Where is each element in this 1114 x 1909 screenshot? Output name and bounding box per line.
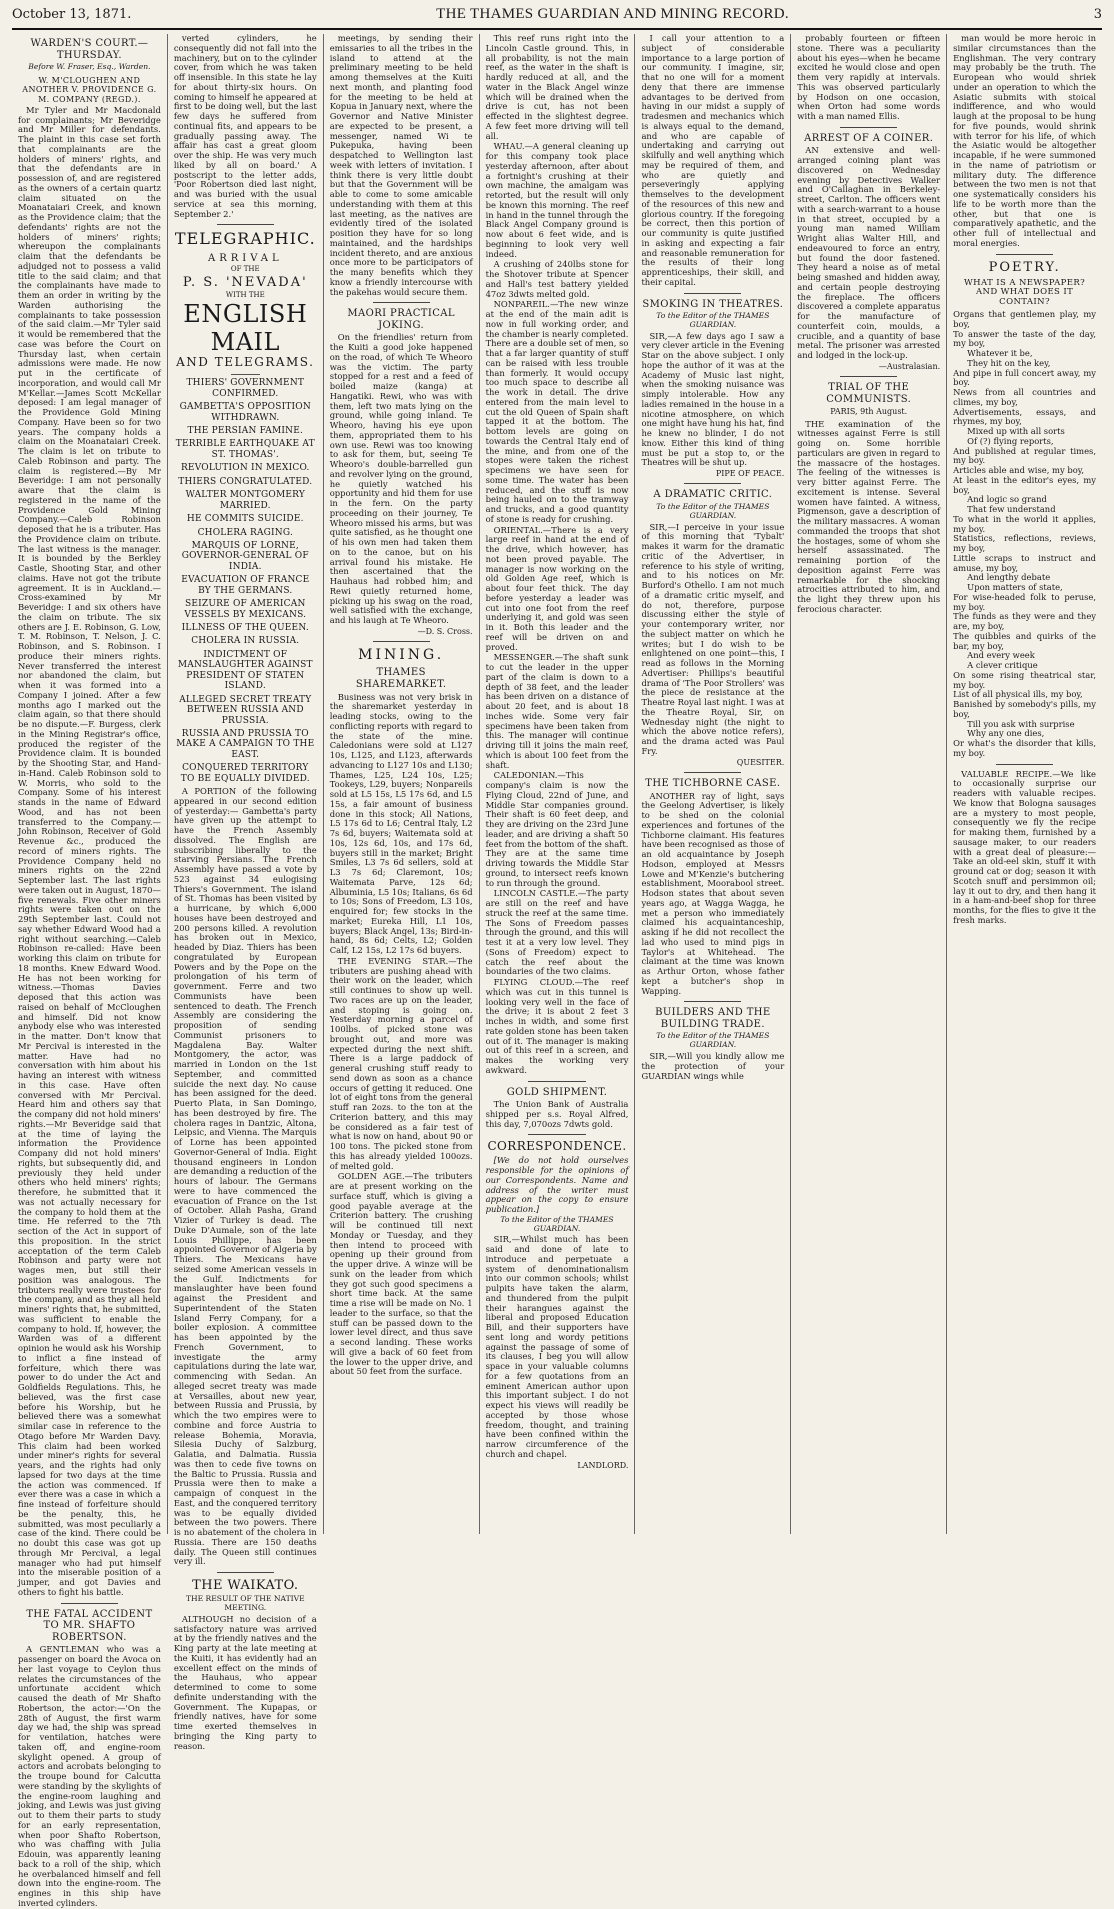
poem-title: WHAT IS A NEWSPAPER? AND WHAT DOES IT CONTAIN? <box>964 277 1086 308</box>
poem-line: On some rising theatrical star, my boy. <box>953 669 1097 690</box>
poem-line: Little scraps to instruct and amuse, my boy, <box>953 552 1097 573</box>
column-5 <box>635 34 791 1534</box>
lincoln-castle-report: LINCOLN CASTLE.—The party are still on the reef and have struck the reef at the same time. The Sons of Freedom passes through the ground, and this will test it at a very low level. They (Sons of Freedom) expect to catch the reef about the boundaries of the two claims. <box>485 888 629 977</box>
waikato-body: ALTHOUGH no decision of a satisfactory nature was arrived at by the friendly natives and the King party at the late meeting at the Kuiti, it has evidently had an excellent effect on the minds of the Hauhaus, who appear determined to come to some definite understanding with the Government. The Kupapas, or friendly natives, have for some time exerted themselves in bringing the King party to reason. <box>173 1613 317 1751</box>
correspondence-heading: CORRESPONDENCE. <box>487 1139 627 1154</box>
case-title: W. M'CLOUGHEN AND ANOTHER V. PROVIDENCE G. M. COMPANY (REGD.). <box>22 75 157 104</box>
flying-cloud-report: FLYING CLOUD.—The reef which was cut in this tunnel is looking very well in the face of the drive; it is about 2 feet 3 inches in width, and some first rate golden stone has been taken out of it. The manager is making out of this reef in a screen, and makes the working very awkward. <box>485 977 629 1075</box>
divider <box>684 1001 741 1002</box>
headline: CONQUERED TERRITORY TO BE EQUALLY DIVIDED. <box>180 763 310 784</box>
poem-line: Organs that gentlemen play, my boy, <box>953 309 1097 329</box>
column-4 <box>480 34 636 1534</box>
poem-line: For wise-headed folk to peruse, my boy. <box>953 591 1097 612</box>
poem-line: Mixed up with all sorts <box>967 426 1065 437</box>
divider <box>684 772 741 773</box>
poem-line: Of (?) flying reports, <box>967 435 1054 446</box>
tichborne-heading: THE TICHBORNE CASE. <box>645 777 781 789</box>
maori-joking-body: On the friendlies' return from the Kuiti a good joke happened on the road, of which Te Wheoro was the victim. The party stopped for a rest and a feed of boiled maize (kanga) at Hangatiki. Rewi, who was with them, left two mats lying on the ground, while going inland. Te Wheoro, having his eye upon them, appropriated them to his own use. Rewi was too knowing to ask for them, but, seeing Te Wheoro's double-barrelled gun and revolver lying on the ground, he quietly watched his opportunity and hid them for use in the fern. On the party proceeding on their journey, Te Wheoro missed his arms, but was quite satisfied, as he thought one of his own men had taken them on to the canoe, but on his arrival found his mistake. He then ascertained that the Hauhaus had robbed him; and Rewi quietly returned home, picking up his swag on the road, well satisfied with the exchange, and his laugh at Te Wheoro. <box>329 332 473 626</box>
column-1 <box>12 34 168 1908</box>
whau-report: WHAU.—A general cleaning up for this company took place yesterday afternoon, after about a fortnight's crushing at their own machine, the amalgam was retorted, but the result will only be known this morning. The reef in hand in the tunnel through the Black Angel Company ground is now about 6 feet wide, and is beginning to look very well indeed. <box>485 141 629 259</box>
poem-line: Statistics, reflections, reviews, my boy, <box>953 533 1097 554</box>
waikato-continued: meetings, by sending their emissaries to all the tribes in the island to attend at the preliminary meeting to be held among themselves at the Kuiti next month, and planting food for the meeting to be held at Kopua in January next, where the Governor and Native Minister are expected to be present, a messenger, named Wi te Pukepuka, having been despatched to Wellington last week with letters of invitation. I think there is very little doubt but that the Government will be able to come to some amicable understanding with them at this last meeting, as the natives are evidently tired of the isolated position they have for so long maintained, and the hardships incident thereto, and are anxious once more to be participators of the many benefits which they know a friendly intercourse with the pakehas would secure them. <box>329 33 473 297</box>
poem-line: To what in the world it applies, my boy. <box>953 513 1097 534</box>
smoking-body: SIR,—A few days ago I saw a very clever article in the Evening Star on the above subject. I only hope the author of it was at the Academy of Music last night, when the smoking nuisance was simply intolerable. How any ladies remained in the house in a nicotine atmosphere, on which one might have hung his hat, find he knew no blinder, I do not know. Either this kind of thing must be put a stop to, or the Theatres will be shut up. <box>641 330 785 468</box>
coiner-source: —Australasian. <box>878 361 941 371</box>
headline: EVACUATION OF FRANCE BY THE GERMANS. <box>181 575 310 596</box>
poem-line: At least in the editor's eyes, my boy, <box>953 474 1097 495</box>
divider <box>217 224 274 225</box>
to-the-editor: To the Editor of the THAMES GUARDIAN. <box>500 1214 614 1233</box>
waikato-subheading: THE RESULT OF THE NATIVE MEETING. <box>185 1594 305 1612</box>
headline: REVOLUTION IN MEXICO. <box>180 463 310 474</box>
poem-line: And every week <box>967 650 1035 661</box>
critic-heading: A DRAMATIC CRITIC. <box>653 489 773 501</box>
poem <box>953 310 1096 759</box>
divider <box>217 1572 274 1573</box>
smoking-signature: PIPE OF PEACE. <box>715 469 785 479</box>
poetry-heading: POETRY. <box>988 259 1061 275</box>
headline: CHOLERA RAGING. <box>197 527 293 538</box>
divider <box>61 1603 118 1604</box>
and-telegrams-heading: AND TELEGRAMS. <box>176 355 315 370</box>
poem-line: Whatever it be, <box>967 348 1033 359</box>
valuable-recipe: VALUABLE RECIPE.—We like to occasionally surprise our readers with valuable recipes. We know that Bologna sausages are a mystery to most people, consequently we fly the recipe for making them, furnished by a sausage maker, to our readers with a great deal of pleasure:—Take an old-eel skin, stuff it with ground cat or dog; season it with Scotch snuff and persimmon oil; lay it out to dry, and then hang it in a ham-and-beef shop for three months, for the flies to give it the fresh marks. <box>953 768 1097 925</box>
coiner-body: AN extensive and well-arranged coining plant was discovered on Wednesday evening by Detectives Walker and O'Callaghan in Berkeley-street, Carlton. The officers went with a search-warrant to a house in that street, occupied by a young man named William Wright alias Walter Hill, and endeavoured to force an entry, but found the door fastened. They heard a noise as of metal being smashed and hidden away, and certain people destroying the fireplace. The officers discovered a complete apparatus for the manufacture of counterfeit coin, moulds, a crucible, and a quantity of base metal. The prisoner was arrested and lodged in the lock-up. <box>797 145 941 361</box>
poem-line: And lengthy debate <box>967 572 1051 583</box>
smoking-to-editor: To the Editor of the THAMES GUARDIAN. <box>656 311 770 329</box>
divider <box>684 293 741 294</box>
builders-to-editor: To the Editor of the THAMES GUARDIAN. <box>656 1031 770 1050</box>
poem-line: News from all countries and climes, my boy, <box>953 387 1097 407</box>
poem-line: And published at regular times, my boy. <box>953 445 1097 466</box>
telegraphic-section <box>174 230 317 784</box>
poem-line: They hit on the key, <box>967 357 1051 368</box>
poem-line: A clever critique <box>967 660 1038 671</box>
headline: ILLNESS OF THE QUEEN. <box>181 623 309 633</box>
poem-line: Articles able and wise, my boy, <box>953 465 1085 476</box>
trial-dateline: PARIS, 9th August. <box>830 407 908 417</box>
issue-date: October 13, 1871. <box>12 7 132 22</box>
builders-body: SIR,—Will you kindly allow me the protection of your GUARDIAN wings while <box>641 1051 785 1081</box>
divider <box>373 302 430 303</box>
correspondence-note: [We do not hold ourselves responsible for the opinions of our Correspondents. Name and address of the writer must appear on the copy to ensure publication.] <box>485 1155 629 1214</box>
column-6 <box>791 34 947 1534</box>
gold-shipment-heading: GOLD SHIPMENT. <box>506 1086 608 1098</box>
critic-to-editor: To the Editor of the THAMES GUARDIAN. <box>656 502 770 520</box>
nonpareil-report: NONPAREIL.—The new winze at the end of the main adit is now in full working order, and the chamber is nearly completed. There are a double set of men, so that a far larger quantity of stuff can be raised with less trouble than formerly. It would occupy too much space to describe all the work in detail. The drive entered from the main level to cut the old Queen of Spain shaft tapped it at the bottom. The bottom levels are going on towards the Central Italy end of the mine, and from one of the stopes were taken the richest specimens we have seen for some time. The water has been reduced, and the stuff is now being hauled on to the tramway and trucks, and a good quantity of stone is ready for crushing. <box>485 299 629 524</box>
wardens-court-heading: WARDEN'S COURT.—THURSDAY. <box>30 38 149 61</box>
telegraphic-heading: TELEGRAPHIC. <box>174 229 316 249</box>
smoking-heading: SMOKING IN THEATRES. <box>642 298 784 310</box>
poem-line: That few understand <box>967 504 1056 515</box>
divider <box>840 376 897 377</box>
divider <box>996 254 1053 255</box>
correspondence-letter: SIR,—Whilst much has been said and done of late to introduce and perpetuate a system of denominationalism into our common schools; whilst pulpits have taken the alarm, and thundered from the pulpit their harangues against the liberal and proposed Education Bill, and their supporters have sent long and wordy petitions against the passage of some of its clauses, I beg you will allow space in your valuable columns for a few quotations from an eminent American author upon this important subject. I do not expect his views will readily be accepted by those whose freedom, thought, and training have been confined within the narrow circumference of the church and chapel. <box>485 1234 629 1459</box>
english-mail-heading: ENGLISH MAIL <box>183 299 308 356</box>
sharemarket-body: Business was not very brisk in the sharemarket yesterday in leading stocks, owing to the conflicting reports with regard to the state of the mine. Caledonians were sold at L127 10s, L125, and L123, afterwards advancing to L127 10s and L130; Thames, L25, L24 10s, L25; Tookeys, L29, buyers; Nonpareils sold at L5 15s, L5 17s 6d, and L5 15s, a fair amount of business done in this stock; All Nations, L5 17s 6d to L6; Central Italy, L2 7s 6d, buyers; Waitemata sold at 10s, 12s 6d, 10s, and 17s 6d, buyers still in the market; Bright Smiles, L3 7s 6d sellers, sold at L3 7s 6d; Claremont, 10s; Waitemata Parve, 12s 6d; Albuminia, L5 10s; Italians, 6s 6d to 10s; Sons of Freedom, L3 10s, enquired for; few stocks in the market; Eureka Hill, L1 10s, buyers; Black Angel, 13s; Bird-in-hand, 8s 6d; Celts, L2; Golden Calf, L2 15s, L2 17s 6d buyers. <box>329 691 473 956</box>
divider <box>996 764 1053 765</box>
poem-line: Advertisements, essays, and rhymes, my boy, <box>953 406 1097 427</box>
columns <box>12 33 1102 1908</box>
headline: HE COMMITS SUICIDE. <box>186 514 304 525</box>
divider <box>373 641 430 642</box>
headline: CHOLERA IN RUSSIA. <box>191 636 300 647</box>
headline: INDICTMENT OF MANSLAUGHTER AGAINST PRESIDENT OF STATEN ISLAND. <box>177 649 313 692</box>
communists-trial-heading: TRIAL OF THE COMMUNISTS. <box>826 382 912 405</box>
column-7 <box>947 34 1102 1534</box>
waikato-heading: THE WAIKATO. <box>192 1578 299 1594</box>
gold-shipment-body: The Union Bank of Australia shipped per s.s. Royal Alfred, this day, 7,070ozs 7dwts gold. <box>485 1099 629 1129</box>
wardens-court-subheading: Before W. Fraser, Esq., Warden. <box>28 62 151 72</box>
wardens-court-body: Mr Tyler and Mr Macdonald for complainants; Mr Beveridge and Mr Miller for defendants. The plaint in this case set forth that complainants are the holders of miners' rights, and that the defendants are in possession of, and are registered as the owners of a certain quartz claim situated on the Moanataiari Creek, and known as the Providence claim; that the defendants' rights are not the holders of miners' rights; whereupon the complainants claim that the defendants be adjudged not to possess a valid title to the said claim; and that the complainants have made to them an order in writing by the Warden authorising the complainants to take possession of the said claim.—Mr Tyler said it would be remembered that the case was before the Court on Thursday last, when certain admissions were made. He now put in the certificate of incorporation, and would call Mr M'Kellar.—James Scott McKellar deposed: I am legal manager of the Providence Gold Mining Company. Have been so for two years. The company holds a claim on the Moanataiari Creek. The claim is let on tribute to Caleb Robinson and party. The claim is registered.—By Mr Beveridge: I am not personally aware that the claim is registered in the name of the Providence Gold Mining Company.—Caleb Robinson deposed that he is a tributer. Has the Providence claim on tribute. The last witness is the manager. It is bounded by the Berkley Castle, Shooting Star, and other claims. Have not got the tribute agreement. It is in Auckland.—Cross-examined by Mr Beveridge: I and six others have the claim on tribute. The six others are J. E. Robinson, G. Low, T. M. Robinson, T. Nelson, J. C. Robinson, and S. Robinson. I produce their miners rights. Never transferred the interest nor abandoned the claim, but when it was formed into a Company I joined. After a few months ago I marked out the claim again, so that there should be no dispute.—F. Burgess, clerk in the Mining Registrar's office, produced the register of the Providence claim. It is bounded by the Shooting Star, and Hand-in-Hand. Caleb Robinson sold to W. Morris, who sold to the Company. Some of his interest stands in the name of Edward Wood, and has not been transferred to the Company.—John Robinson, Receiver of Gold Revenue &c., produced the record of miners rights. The Providence Company held no miners rights on the 22nd September last. The last rights were taken out in August, 1870—five renewals. Five other miners rights were taken out on the 29th September last. Could not say whether Edward Wood had a right without searching.—Caleb Robinson re-called: Have been working this claim on tribute for 18 months. Knew Edward Wood. He has not been working for witness.—Thomas Davies deposed that this action was raised on behalf of McCloughen and himself. Did not know anybody else who was interested in the matter. Don't know that Mr Percival is interested in the matter. Have had no conversation with him about his having an interest with witness in this case. Have often conversed with Mr Percival. Heard him and others say that the company did not hold miners' rights.—Mr Beveridge said that at the time of laying the information the Providence Company did not hold miners' rights, but subsequently did, and previously they held under others who held miners' rights; therefore, he submitted that it was not actually necessary for the company to hold them at the time. He referred to the 7th section of the Act in support of this proposition. In the strict acceptation of the term Caleb Robinson and party were not wages men, but still their position was analogous. The tributers really were trustees for the company, and as they all held miners' rights that, he submitted, was sufficient to enable the company to hold. If, however, the Warden was of a different opinion he would ask his Worship to inflict a fine instead of forfeiture, which there was power to do under the Act and Goldfields Regulations. This, he believed, was the first case before his Worship, but he believed there was a somewhat similar case in reference to the Otago before Mr Warden Davy. This claim had been worked under miner's rights for several years, and the rights had only lapsed for two days at the time the action was commenced. If ever there was a case in which a fine instead of forfeiture should be the penalty, this, he submitted, was most peculiarly a case of the kind. There could be no doubt this case was got up through Mr Percival, a legal manager who had put himself into the miserable position of a jumper, and got Davies and others to fight his battle. <box>18 104 161 1597</box>
coiner-heading: ARREST OF A COINER. <box>804 132 934 144</box>
crushing-report: A crushing of 240lbs stone for the Shotover tribute at Spencer and Hall's test battery yielded 47oz 3dwts melted gold. <box>485 259 629 299</box>
mining-heading: MINING. <box>358 647 445 664</box>
poem-line: And logic so grand <box>967 494 1047 505</box>
mining-continued: This reef runs right into the Lincoln Castle ground. This, in all probability, is not the main reef, as the water in the shaft is hardly reduced at all, and the water in the Black Angel winze which will be drained when the drive is cut, has not been effected in the slightest degree. A few feet more driving will tell all. <box>485 33 629 141</box>
critic-body: SIR,—I perceive in your issue of this morning that 'Tybalt' makes it warm for the dramatic critic of the Advertiser, in reference to his style of writing, and to his notices on Mr. Burford's Othello. I am not much of a dramatic critic myself, and do not, therefore, purpose discussing either the style of your contemporary writer, nor the subject matter on which he writes; but I do wish to be enlightened on one point—this, I read as follows in the Morning Advertiser: Phillips's beautiful drama of 'The Poor Strollers' was the piece de resistance at the Theatre Royal last night. I was at the Theatre Royal, Sir, on Wednesday night (the night to which the above notice refers), and the drama acted was Paul Fry. <box>641 521 785 756</box>
messenger-report: MESSENGER.—The shaft sunk to cut the leader in the upper part of the claim is down to a depth of 38 feet, and the leader has been driven on a distance of about 20 feet, and is about 18 inches wide. Some very fair specimens have been taken from this. The manager will continue driving till it joins the main reef, which is about 100 feet from the shaft. <box>485 652 629 770</box>
poem-line: Upon matters of state, <box>967 582 1063 593</box>
maori-joking-heading: MAORI PRACTICAL JOKING. <box>347 308 455 331</box>
poem-line: To answer the taste of the day, my boy, <box>953 328 1097 349</box>
headline: ALLEGED SECRET TREATY BETWEEN RUSSIA AND PRUSSIA. <box>179 694 312 726</box>
poem-line: Why any one dies, <box>967 728 1045 739</box>
with-the-label: WITH THE <box>225 290 265 299</box>
builders-continued: I call your attention to a subject of considerable importance to a large portion of our community. I imagine, sir, that no one will for a moment deny that there are immense advantages to be derived from having in our midst a supply of tradesmen and mechanics which is always equal to the demand, and who are capable of undertaking and carrying out skilfully and well anything which may be required of them, and who are quietly and perseveringly applying themselves to the development of the resources of this new and glorious country. If the foregoing be correct, then this portion of our community is quite justified in asking and expecting a fair and reasonable remuneration for the results of their long apprenticeships, their skill, and their capital. <box>641 33 785 287</box>
headline: TERRIBLE EARTHQUAKE AT ST. THOMAS'. <box>175 439 315 460</box>
golden-age-report: GOLDEN AGE.—The tributers are at present working on the surface stuff, which is giving a good payable average at the Criterion battery. The crushing will be continued till next Monday or Tuesday, and they then intend to proceed with opening up their ground from the upper drive. A winze will be sunk on the leader from which they got such good specimens a short time back. At the same time a rise will be made on No. 1 leader to the surface, so that the stuff can be passed down to the lower level direct, and thus save a second landing. These works will give a back of 60 feet from the lower to the upper drive, and about 50 feet from the surface. <box>329 1171 473 1377</box>
poem-line: Or what's the disorder that kills, my boy. <box>953 738 1097 758</box>
headline: GAMBETTA'S OPPOSITION WITHDRAWN. <box>179 402 311 423</box>
headline: SEIZURE OF AMERICAN VESSELS BY MEXICANS. <box>184 599 307 620</box>
headline: RUSSIA AND PRUSSIA TO MAKE A CAMPAIGN TO THE EAST. <box>176 728 315 760</box>
poem-line: And pipe in full concert away, my boy. <box>953 367 1097 388</box>
headline: MARQUIS OF LORNE, GOVERNOR-GENERAL OF INDIA. <box>181 540 309 572</box>
poem-line: Banished by somebody's pills, my boy, <box>953 699 1097 719</box>
newspaper-title: THE THAMES GUARDIAN AND MINING RECORD. <box>436 6 789 22</box>
essay-continued: man would be more heroic in similar circumstances than the Englishman. The very contrary may probably be the truth. The European who would shriek under an operation to which the Asiatic submits with stoical indifference, and who would laugh at the proposal to be hung for five pounds, would shrink with terror for his life, of which the Asiatic would be altogether incapable, if he were summoned in the name of patriotism or military duty. The difference between the two men is not that one systematically considers his life to be worth more than the other, but that one is comparatively apathetic, and the other full of intellectual and moral energies. <box>953 33 1097 248</box>
headline: WALTER MONTGOMERY MARRIED. <box>185 490 305 511</box>
tichborne-body: ANOTHER ray of light, says the Geelong Advertiser, is likely to be shed on the colonial experiences and fortunes of the Tichborne claimant. His features have been recognised as those of an old acquaintance by Joseph Hodson, employed at Messrs Lowe and M'Kenzie's butchering establishment, Moorabool street. Hodson states that about seven years ago, at Wagga Wagga, he met a person who immediately claimed his acquaintanceship, asking if he did not recollect the lad who used to mind pigs in Taylor's at Whitehead. The claimant at the time was known as Arthur Orton, whose father kept a butcher's shop in Wapping. <box>641 790 785 996</box>
communists-trial-body: THE examination of the witnesses against Ferre is still going on. Some horrible particulars are given in regard to the massacre of the hostages. The feeling of the witnesses is very bitter against Ferre. The excitement is intense. Several women have fainted. A witness, Pigmenson, gave a description of the military massacres. A woman commanded the troops that shot the hostages, some of whom she herself assassinated. The remaining portion of the deposition against Ferre was remarkable for the shocking atrocities attributed to him, and the light they threw upon his ferocious character. <box>797 418 941 614</box>
critic-signature: QUESITER. <box>736 757 785 767</box>
maori-joking-signature: —D. S. Cross. <box>417 626 473 636</box>
tichborne-continued: probably fourteen or fifteen stone. There was a peculiarity about his eyes—when he became excited he would close and open them very rapidly at intervals. This was observed particularly by Hodson on one occasion, when Orton had some words with a man named Ellis. <box>797 33 941 121</box>
poem-line: Till you ask with surprise <box>967 718 1075 729</box>
fatal-accident-heading: THE FATAL ACCIDENT TO MR. SHAFTO ROBERTSON. <box>26 1608 153 1643</box>
page-number: 3 <box>1093 7 1102 22</box>
divider <box>528 1081 585 1082</box>
caledonian-report: CALEDONIAN.—This company's claim is now the Flying Cloud, 22nd of June, and Middle Star companies ground. Their shaft is 60 feet deep, and they are driving on the 23rd June leader, and are driving a shaft 50 feet from the bottom of the shaft. They are at the same time driving towards the Middle Star ground, to intersect reefs known to run through the ground. <box>485 770 629 888</box>
headline: THE PERSIAN FAMINE. <box>187 426 304 436</box>
poem-line: The funds as they were and they are, my boy, <box>953 611 1097 632</box>
fatal-accident-body: A GENTLEMAN who was a passenger on board the Avoca on her last voyage to Ceylon thus relates the circumstances of the unfortunate accident which caused the death of Mr Shafto Robertson, the actor:—'On the 28th of August, the first warm day we had, the ship was spread for ventilation, hatches were taken off, and engine-room skylight opened. A group of actors and acrobats belonging to the troupe bound for Calcutta were standing by the skylights of the engine-room laughing and joking, and Lewis was just giving out to them their parts to study for an early representation, when poor Shafto Robertson, who was chaffing with Julia Edouin, was apparently leaning back to a roll of the ship, which he overbalanced himself and fell down into the engine-room. The engines in this ship have inverted cylinders. <box>18 1644 161 1908</box>
divider <box>684 483 741 484</box>
divider <box>528 1134 585 1135</box>
telegraphic-news: A PORTION of the following appeared in our second edition of yesterday:— Gambetta's party have given up the attempt to have the French Assembly dissolved. The English are subscribing liberally to the starving Persians. The French Assembly have passed a vote by 523 against 34 eulogising Thiers's Government. The island of St. Thomas has been visited by a hurricane, by which 6,000 houses have been destroyed and 200 persons killed. A revolution has broken out in Mexico, headed by Diaz. Thiers has been congratulated by European Powers and by the Pope on the prolongation of his term of government. Ferre and two Communists have been sentenced to death. The French Assembly are considering the proposition of sending Communist prisoners to Magdalena Bay. Walter Montgomery, the actor, was married in London on the 1st September, and committed suicide the next day. No cause has been assigned for the deed. Puerto Plata, in San Domingo, has been destroyed by fire. The cholera rages in Dantzic, Altona, Leipsic, and Vienna. The Marquis of Lorne has been appointed Governor-General of India. Eight thousand engineers in London are demanding a reduction of the hours of labour. The Germans were to have commenced the evacuation of France on the 1st of October. Allah Pasha, Grand Vizier of Turkey is dead. The Duke D'Aumale, son of the late Louis Phillippe, has been appointed Governor of Algeria by Thiers. The Mexicans have seized some American vessels in the Gulf. Indictments for manslaughter have been found against the President and Superintendent of the Staten Island Ferry Company, for a boiler explosion. A committee has been appointed by the French Government, to investigate the army capitulations during the late war, commencing with Sedan. An alleged secret treaty was made at Versailles, about new year, between Russia and Prussia, by which the two empires were to combine and force Austria to release Bohemia, Moravia, Silesia Duchy of Salzburg, Galatia, and Dalmatia. Russia was then to cede five towns on the Baltic to Prussia. Russia and Prussia were then to make a campaign of conquest in the East, and the conquered territory was to be equally divided between the two powers. There is no abatement of the cholera in Russia. There are 150 deaths daily. The Queen still continues very ill. <box>173 786 317 1567</box>
oriental-report: ORIENTAL.—There is a very large reef in hand at the end of the drive, which however, has not been proved payable. The manager is now working on the old Golden Age reef, which is about four feet thick. The day before yesterday a leader was cut into one foot from the reef underlying it, and gold was seen in it. Both this leader and the reef will be driven on and proved. <box>485 524 629 652</box>
arrival-label: ARRIVAL <box>207 252 283 264</box>
headline: THIERS CONGRATULATED. <box>178 476 313 487</box>
column-2 <box>168 33 324 1751</box>
headline: THIERS' GOVERNMENT CONFIRMED. <box>186 378 305 399</box>
divider <box>840 127 897 128</box>
sharemarket-heading: THAMES SHAREMARKET. <box>355 667 447 691</box>
divider <box>231 374 260 375</box>
ship-name: P. S. 'NEVADA' <box>182 274 308 290</box>
poem-line: The quibbles and quirks of the bar, my boy, <box>953 630 1097 651</box>
letter-signature: LANDLORD. <box>577 1460 629 1470</box>
masthead <box>12 6 1102 30</box>
builders-heading: BUILDERS AND THE BUILDING TRADE. <box>655 1007 771 1030</box>
evening-star-report: THE EVENING STAR.—The tributers are pushing ahead with their work on the leader, which still continues to show up well. Two races are up on the leader, and stoping is going on. Yesterday morning a parcel of 100lbs. of picked stone was brought out, and more was expected during the next shift. There is a large paddock of general crushing stuff ready to send down as soon as a chance occurs of getting it reduced. One lot of eight tons from the general stuff ran 2ozs. to the ton at the Criterion battery, and this may be considered as a fair test of what is now on hand, about 90 or 100 tons. The picked stone from this has already yielded 100ozs. of melted gold. <box>329 955 473 1171</box>
accident-continued: verted cylinders, he consequently did not fall into the machinery, but on to the cylinder cover, from which he was taken off insensible. In this state he lay for about thirty-six hours. On coming to himself he appeared at first to be doing well, but the last few days he suffered from continual fits, and appears to be gradually passing away. The affair has cast a great gloom over the ship. He was very much liked by all on board.' A postscript to the letter adds, 'Poor Robertson died last night, and was buried with the usual service at sea this morning, September 2.' <box>173 33 317 219</box>
column-3 <box>324 34 480 1534</box>
poem-line: List of all physical ills, my boy, <box>953 689 1083 700</box>
of-the-label: OF THE <box>230 265 260 274</box>
